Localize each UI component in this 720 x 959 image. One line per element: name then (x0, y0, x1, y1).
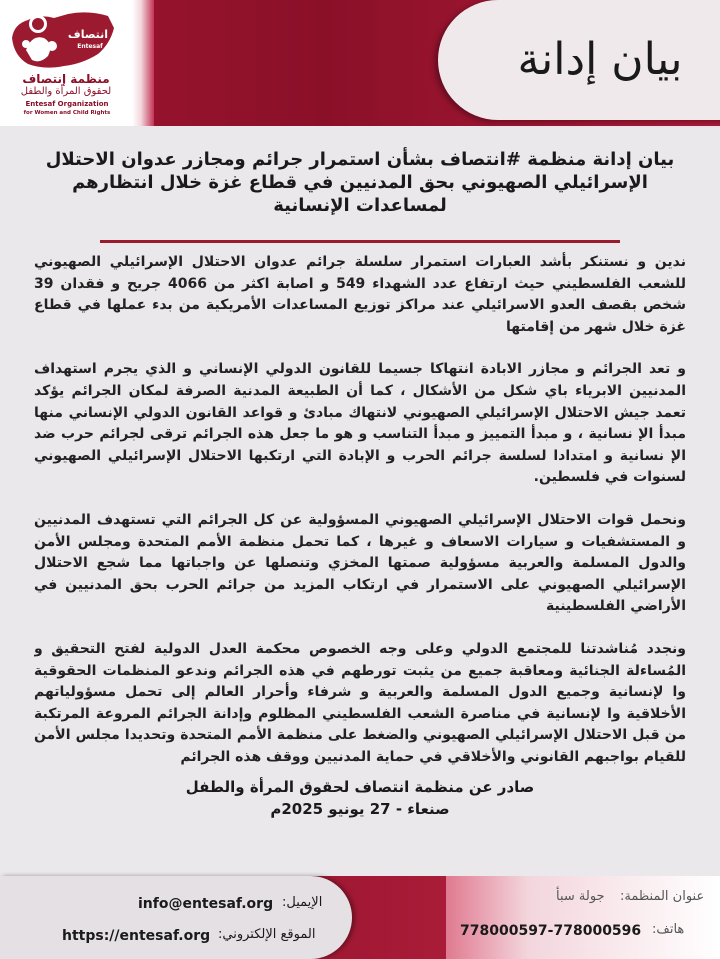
logo-badge-ar: انتصاف (67, 28, 109, 41)
page-title: بيان إدانة (517, 34, 683, 85)
website-label: الموقع الإلكتروني: (218, 927, 316, 942)
email-value[interactable]: info@entesaf.org (138, 896, 274, 912)
logo-name-en: Entesaf Organization (25, 100, 109, 108)
address-label: عنوان المنظمة: (620, 889, 705, 904)
paragraph-2: و تعد الجرائم و مجازر الابادة انتهاكا جسيما للقانون الدولي الإنساني و الذي يجرم استهداف المدنيين الابرياء باي شكل من الأشكال ، كما أن الطبيعة المدنية الصرفة لمكان الجرائم يؤكد تعمد جيش الاحتلال الإسرائيلي الصهيوني لانتهاك مبادئ و قواعد القانون الدولي الإنساني منها مبدأ الإ نسانية ، و مبدأ التمييز و مبدأ التناسب و هو ما جعل هذه الجرائم ترقى لجرائم حرب ضد الإ نسانية و امتدادا لسلسة جرائم الحرب و الإبادة التي ارتكبها الاحتلال الإسرائيلي الصهيوني لسنوات في فلسطين. (34, 361, 686, 486)
phone-label: هاتف: (652, 922, 685, 937)
logo-badge-en: Entesaf (77, 43, 103, 50)
statement-body (34, 252, 686, 774)
header-banner (0, 0, 720, 126)
address-value: جولة سبأ (556, 889, 605, 904)
logo-tagline-ar: لحقوق المرأة والطفل (20, 86, 112, 97)
footer-contact-panel (0, 876, 352, 959)
email-label: الإيميل: (282, 895, 323, 910)
paragraph-3: ونحمل قوات الاحتلال الإسرائيلي الصهيوني المسؤولية عن كل الجرائم التي تستهدف المدنيين و المستشفيات و سيارات الاسعاف و غيرها ، كما تحمل منظمة الأمم المتحدة ومجلس الأمن والدول المسلمة والعربية مسؤولية صمتها المخزي وتنصلها عن واجباتها مما شجع الاحتلال الإسرائيلي الصهيوني على الاستمرار في ارتكاب المزيد من جرائم الحرب بحق المدنيين في الأراضي الفلسطينية (34, 511, 686, 615)
paragraph-1: ندين و نستنكر بأشد العبارات استمرار سلسلة جرائم عدوان الاحتلال الإسرائيلي الصهيوني للشعب الفلسطيني حيث ارتفاع عدد الشهداء 549 و اصابة اكثر من 4066 جريح و فقدان 39 شخص بقصف العدو الاسرائيلي عند مراكز توزيع المساعدات الأمريكية من بدء عملها في قطاع غزة خلال شهر من إقامتها (34, 254, 686, 335)
issued-block (160, 776, 560, 820)
paragraph-4: ونجدد مُناشدتنا للمجتمع الدولي وعلى وجه الخصوص محكمة العدل الدولية لفتح التحقيق و المُساءلة الجنائية ومعاقبة جميع من يثبت تورطهم في هذه الجرائم وندعو المنظمات الحقوقية وا لإنسانية وجميع الدول المسلمة والعربية و شرفاء وأحرار العالم إلى تحمل مسؤولياتهم الأخلاقية وا لإنسانية في مناصرة الشعب الفلسطيني المظلوم وإدانة الجرائم المروعة المرتكبة من قبل الاحتلال الإسرائيلي الصهيوني والضغط على منظمة الأمم المتحدة وتحديدا مجلس الأمن للقيام بواجبهم القانوني والأخلاقي في حماية المدنيين ووقف هذه الجرائم (34, 640, 686, 765)
headline-divider (100, 240, 620, 243)
phone-value: 778000597-778000596 (460, 923, 642, 939)
logo-tagline-en: for Women and Child Rights (23, 110, 111, 116)
statement-headline: بيان إدانة منظمة #انتصاف بشأن استمرار جرائم ومجازر عدوان الاحتلال الإسرائيلي الصهيوني بحق المدنيين في قطاع غزة خلال انتظارهم لمساعدات الإنسانية (45, 149, 675, 216)
issued-place-date: صنعاء - 27 يونيو 2025م (270, 800, 450, 818)
issued-by: صادر عن منظمة انتصاف لحقوق المرأة والطفل (185, 778, 535, 796)
logo-name-ar: منظمة إنتصاف (22, 72, 110, 86)
website-value[interactable]: https://entesaf.org (62, 928, 211, 944)
header-stripe (132, 0, 154, 126)
